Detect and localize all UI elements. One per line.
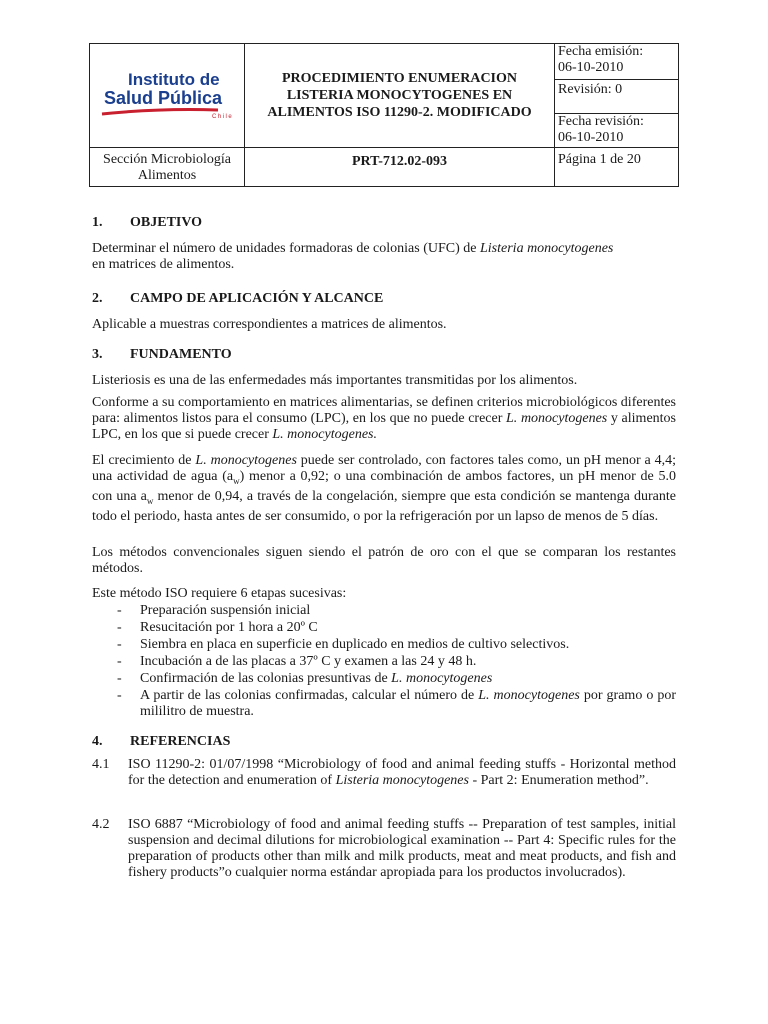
list-item: - Incubación a de las placas a 37º C y examen a las 24 y 48 h. <box>117 653 477 669</box>
section-title: FUNDAMENTO <box>130 347 232 362</box>
logo-line2: Salud Pública <box>104 88 223 108</box>
section-title: REFERENCIAS <box>130 734 231 749</box>
campo-text: Aplicable a muestras correspondientes a matrices de alimentos. <box>92 317 447 332</box>
document-code: PRT-712.02-093 <box>245 148 555 187</box>
section-title: OBJETIVO <box>130 215 203 230</box>
objetivo-text: Determinar el número de unidades formadoras de colonias (UFC) de Listeria monocytogenes en matrices de alimentos. <box>92 241 614 272</box>
etapas-list <box>114 603 676 721</box>
document-title-cell <box>245 44 555 148</box>
reference-text: ISO 6887 “Microbiology of food and animal feeding stuffs -- Preparation of test samples, initial suspension and decimal dilutions for microbiological examination -- Part 4: Specific rules for the preparation of products other than milk and milk products, meat and meat products, and fish and fishery products”o cualquier norma estándar apropiada para los productos involucrados). <box>128 817 676 880</box>
logo-cell <box>90 44 245 148</box>
logo-country: Chile <box>212 114 234 120</box>
section-cell <box>90 148 245 187</box>
section-number: 2. <box>92 291 103 306</box>
fecha-revision-value: 06-10-2010 <box>558 130 624 145</box>
fundamento-p5: Este método ISO requiere 6 etapas sucesivas: <box>92 586 347 601</box>
list-item: - Siembra en placa en superficie en duplicado en medios de cultivo selectivos. <box>117 636 570 652</box>
section-number: 3. <box>92 347 103 362</box>
section-line: Alimentos <box>137 168 197 183</box>
reference-text: ISO 11290-2: 01/07/1998 “Microbiology of food and animal feeding stuffs - Horizontal method for the detection and enumeration of Listeria monocytogenes - Part 2: Enumeration method”. <box>128 757 676 788</box>
page-number: Página 1 de 20 <box>555 148 679 187</box>
reference-number: 4.1 <box>92 757 110 772</box>
title-line: PROCEDIMIENTO ENUMERACION <box>281 71 518 86</box>
title-line: LISTERIA MONOCYTOGENES EN <box>286 88 513 103</box>
fundamento-p1: Listeriosis es una de las enfermedades más importantes transmitidas por los alimentos. <box>92 373 578 388</box>
isp-logo <box>100 68 240 134</box>
fundamento-p2: Conforme a su comportamiento en matrices alimentarias, se definen criterios microbiológicos diferentes para: alimentos listos para el consumo (LPC), en los que no puede crecer L. monocytogenes y alimentos LPC, en los que si puede crecer L. monocytogenes. <box>92 395 676 442</box>
fecha-emision-label: Fecha emisión: <box>558 44 644 59</box>
fundamento-p4: Los métodos convencionales siguen siendo el patrón de oro con el que se comparan los restantes métodos. <box>92 545 676 576</box>
document-header-table <box>89 43 679 187</box>
title-line: ALIMENTOS ISO 11290-2. MODIFICADO <box>267 105 532 120</box>
section-number: 1. <box>92 215 103 230</box>
logo-swoosh <box>102 110 218 115</box>
list-item: - Confirmación de las colonias presuntivas de L. monocytogenes <box>117 670 493 686</box>
list-item: - Resucitación por 1 hora a 20º C <box>117 619 318 635</box>
fecha-revision-label: Fecha revisión: <box>558 114 644 129</box>
fecha-emision-cell <box>555 44 679 80</box>
revision-value: Revisión: 0 <box>558 82 623 97</box>
fundamento-p3: El crecimiento de L. monocytogenes puede ser controlado, con factores tales como, un pH menor a 4,4; una actividad de agua $(a_w)$ menor a 0,92; o una combinación de ambos factores, un pH menor de 5.0 con una $a_w$ menor de 0,94, a través de la congelación, siempre que esta condición se mantenga durante todo el periodo, hasta antes de ser consumido, o por la refrigeración por un lapso de menos de 5 días. <box>92 453 677 524</box>
list-item: - Preparación suspensión inicial <box>117 603 311 618</box>
fecha-emision-value: 06-10-2010 <box>558 60 624 75</box>
fecha-revision-cell <box>555 114 679 148</box>
section-line: Sección Microbiología <box>103 152 231 167</box>
reference-number: 4.2 <box>92 817 110 832</box>
section-title: CAMPO DE APLICACIÓN Y ALCANCE <box>130 291 384 306</box>
section-number: 4. <box>92 734 103 749</box>
list-item: - A partir de las colonias confirmadas, calcular el número de L. monocytogenes por gramo o por mililitro de muestra. <box>117 687 677 720</box>
revision-cell <box>555 80 679 114</box>
logo-line1: Instituto de <box>128 70 220 89</box>
